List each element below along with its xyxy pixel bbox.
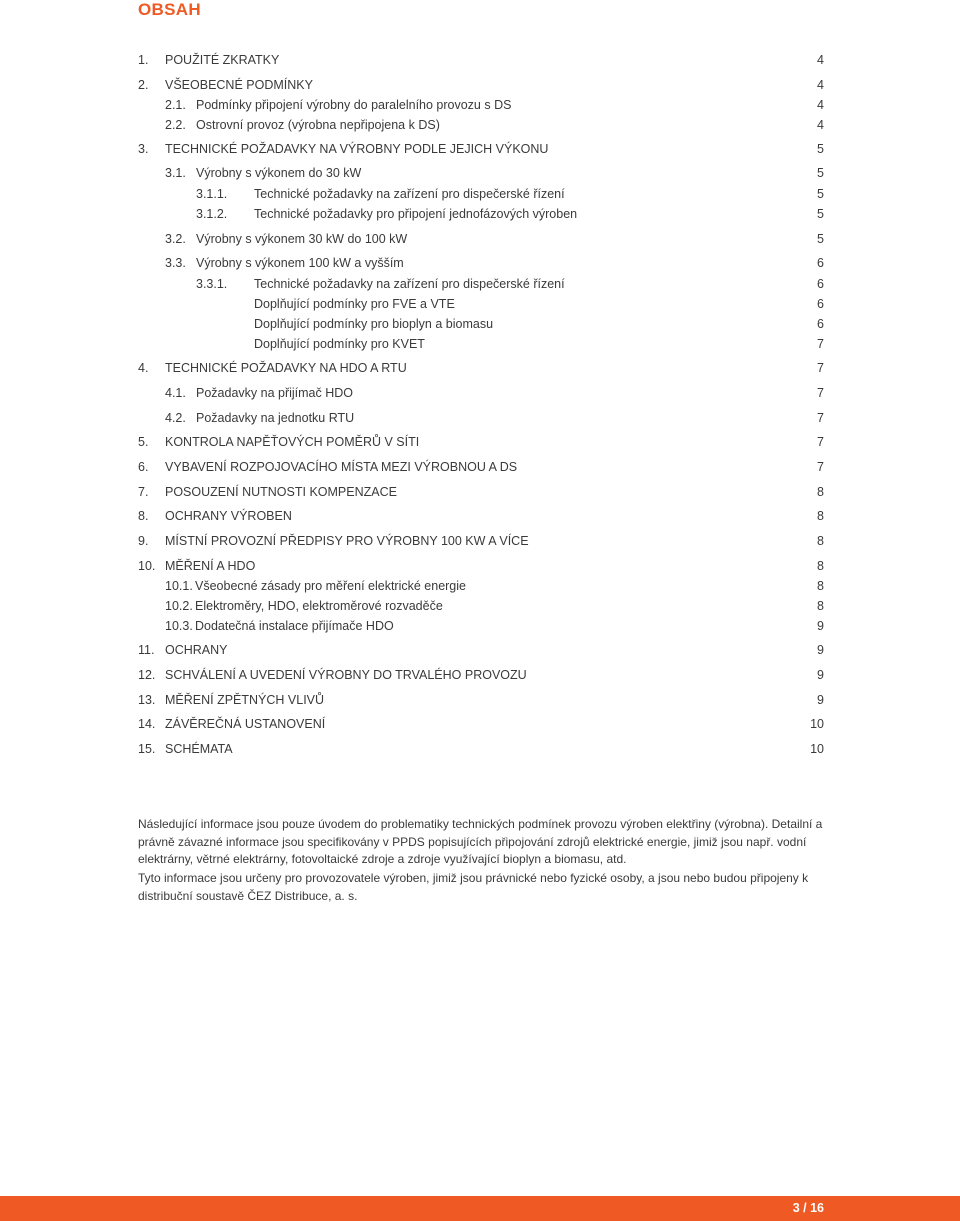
toc-page-number: 7	[817, 460, 824, 474]
toc-title: Doplňující podmínky pro bioplyn a biomasu	[254, 317, 494, 331]
intro-paragraph: Následující informace jsou pouze úvodem do problematiky technických podmínek provozu výroben elektřiny (výrobna). Detailní a právně závazné informace jsou specifikovány v PPDS popisujících připojování zdrojů elektrické energie, jimiž jsou např. vodní elektrárny, větrné elektrárny, fotovoltaické zdroje a zdroje využívající bioplyn a biomasu, atd.	[138, 817, 823, 866]
toc-number: 14.	[138, 717, 156, 731]
toc-title: OCHRANY VÝROBEN	[165, 509, 292, 523]
toc-page-number: 9	[817, 619, 824, 633]
toc-page-number: 8	[817, 579, 824, 593]
toc-title: ZÁVĚREČNÁ USTANOVENÍ	[165, 717, 326, 731]
toc-title: SCHÉMATA	[165, 742, 233, 756]
toc-row[interactable]	[0, 739, 960, 759]
toc-title: Technické požadavky pro připojení jednofázových výroben	[254, 207, 578, 221]
toc-page-number: 6	[817, 317, 824, 331]
toc-row[interactable]	[0, 616, 960, 636]
toc-row[interactable]	[0, 95, 960, 115]
toc-page-number: 5	[817, 232, 824, 246]
toc-page-number: 5	[817, 142, 824, 156]
toc-title: Výrobny s výkonem do 30 kW	[196, 166, 362, 180]
toc-title: POUŽITÉ ZKRATKY	[165, 53, 280, 67]
toc-title: Podmínky připojení výrobny do paralelního provozu s DS	[196, 98, 512, 112]
toc-title: Ostrovní provoz (výrobna nepřipojena k DS)	[196, 118, 440, 132]
toc-page-number: 8	[817, 559, 824, 573]
toc-title: Požadavky na jednotku RTU	[196, 411, 355, 425]
toc-page-number: 7	[817, 435, 824, 449]
toc-title: Doplňující podmínky pro FVE a VTE	[254, 297, 455, 311]
toc-number: 11.	[138, 643, 155, 657]
toc-title: KONTROLA NAPĚŤOVÝCH POMĚRŮ V SÍTI	[165, 435, 420, 449]
toc-number: 2.2.	[165, 118, 186, 132]
page-title: OBSAH	[138, 0, 201, 19]
toc-title: OCHRANY	[165, 643, 228, 657]
toc-page-number: 4	[817, 98, 824, 112]
toc-row[interactable]	[0, 115, 960, 135]
toc-page-number: 8	[817, 599, 824, 613]
audience-paragraph: Tyto informace jsou určeny pro provozovatele výroben, jimiž jsou právnické nebo fyzické osoby, a jsou nebo budou připojeny k distribuční soustavě ČEZ Distribuce, a. s.	[138, 871, 809, 903]
toc-number: 8.	[138, 509, 149, 523]
toc-page-number: 6	[817, 297, 824, 311]
toc-page-number: 9	[817, 668, 824, 682]
toc-page-number: 6	[817, 277, 824, 291]
toc-page-number: 10	[810, 717, 824, 731]
toc-page-number: 9	[817, 693, 824, 707]
toc-page-number: 4	[817, 53, 824, 67]
toc-number: 10.1.	[165, 579, 193, 593]
toc-number: 5.	[138, 435, 149, 449]
toc-row[interactable]	[0, 665, 960, 685]
toc-title: VYBAVENÍ ROZPOJOVACÍHO MÍSTA MEZI VÝROBNOU A DS	[165, 460, 518, 474]
toc-row[interactable]	[0, 50, 960, 70]
toc-number: 2.	[138, 78, 149, 92]
toc-number: 4.2.	[165, 411, 186, 425]
toc-page-number: 5	[817, 166, 824, 180]
toc-page-number: 7	[817, 411, 824, 425]
toc-page-number: 5	[817, 207, 824, 221]
toc-title: VŠEOBECNÉ PODMÍNKY	[165, 78, 313, 92]
toc-number: 2.1.	[165, 98, 186, 112]
toc-title: MĚŘENÍ ZPĚTNÝCH VLIVŮ	[165, 693, 325, 707]
toc-title: SCHVÁLENÍ A UVEDENÍ VÝROBNY DO TRVALÉHO PROVOZU	[165, 668, 527, 682]
toc-page-number: 8	[817, 485, 824, 499]
toc-number: 10.	[138, 559, 156, 573]
page-number: 3 / 16	[792, 1201, 824, 1215]
toc-row[interactable]	[0, 457, 960, 477]
toc-title: TECHNICKÉ POŽADAVKY NA VÝROBNY PODLE JEJICH VÝKONU	[165, 142, 549, 156]
toc-title: Technické požadavky na zařízení pro dispečerské řízení	[254, 277, 565, 291]
toc-row[interactable]	[0, 531, 960, 551]
toc-number: 15.	[138, 742, 156, 756]
toc-row[interactable]	[0, 204, 960, 224]
toc-number: 10.2.	[165, 599, 193, 613]
toc-number: 6.	[138, 460, 149, 474]
toc-number: 3.3.	[165, 256, 186, 270]
toc-number: 7.	[138, 485, 149, 499]
toc-title: Technické požadavky na zařízení pro dispečerské řízení	[254, 187, 565, 201]
toc-title: Doplňující podmínky pro KVET	[254, 337, 425, 351]
toc-number: 3.	[138, 142, 149, 156]
toc-row[interactable]	[0, 556, 960, 576]
toc-page-number: 7	[817, 337, 824, 351]
toc-row[interactable]	[0, 75, 960, 95]
toc-row[interactable]	[0, 314, 960, 334]
toc-title: Požadavky na přijímač HDO	[196, 386, 354, 400]
toc-number: 3.1.	[165, 166, 186, 180]
toc-row[interactable]	[0, 253, 960, 273]
toc-number: 3.1.2.	[196, 207, 228, 221]
toc-row[interactable]	[0, 506, 960, 526]
toc-page-number: 8	[817, 509, 824, 523]
toc-page-number: 4	[817, 118, 824, 132]
toc-number: 4.	[138, 361, 149, 375]
toc-row[interactable]	[0, 690, 960, 710]
toc-number: 1.	[138, 53, 149, 67]
toc-title: Elektroměry, HDO, elektroměrové rozvaděče	[195, 599, 443, 613]
toc-number: 10.3.	[165, 619, 193, 633]
toc-title: Výrobny s výkonem 100 kW a vyšším	[196, 256, 404, 270]
toc-page-number: 7	[817, 386, 824, 400]
toc-title: Všeobecné zásady pro měření elektrické energie	[195, 579, 466, 593]
toc-number: 3.2.	[165, 232, 186, 246]
toc-row[interactable]	[0, 274, 960, 294]
toc-page-number: 5	[817, 187, 824, 201]
toc-row[interactable]	[0, 358, 960, 378]
toc-row[interactable]	[0, 408, 960, 428]
toc-number: 3.1.1.	[196, 187, 228, 201]
toc-row[interactable]	[0, 139, 960, 159]
toc-row[interactable]	[0, 596, 960, 616]
toc-row[interactable]	[0, 383, 960, 403]
toc-title: POSOUZENÍ NUTNOSTI KOMPENZACE	[165, 485, 397, 499]
toc-row[interactable]	[0, 640, 960, 660]
toc-number: 3.3.1.	[196, 277, 228, 291]
toc-page-number: 9	[817, 643, 824, 657]
toc-title: MÍSTNÍ PROVOZNÍ PŘEDPISY PRO VÝROBNY 100 KW A VÍCE	[165, 534, 529, 548]
toc-number: 13.	[138, 693, 156, 707]
toc-row[interactable]	[0, 576, 960, 596]
toc-row[interactable]	[0, 184, 960, 204]
toc-row[interactable]	[0, 482, 960, 502]
toc-title: MĚŘENÍ A HDO	[165, 559, 256, 573]
toc-title: Výrobny s výkonem 30 kW do 100 kW	[196, 232, 408, 246]
toc-row[interactable]	[0, 714, 960, 734]
toc-page-number: 4	[817, 78, 824, 92]
toc-page-number: 7	[817, 361, 824, 375]
toc-number: 12.	[138, 668, 156, 682]
toc-page-number: 8	[817, 534, 824, 548]
toc-row[interactable]	[0, 229, 960, 249]
toc-page-number: 10	[810, 742, 824, 756]
toc-page-number: 6	[817, 256, 824, 270]
toc-title: Dodatečná instalace přijímače HDO	[195, 619, 394, 633]
toc-row[interactable]	[0, 432, 960, 452]
toc-title: TECHNICKÉ POŽADAVKY NA HDO A RTU	[165, 361, 407, 375]
toc-number: 9.	[138, 534, 149, 548]
toc-row[interactable]	[0, 294, 960, 314]
toc-row[interactable]	[0, 334, 960, 354]
toc-row[interactable]	[0, 163, 960, 183]
footer-bar	[0, 1196, 960, 1221]
toc-number: 4.1.	[165, 386, 186, 400]
